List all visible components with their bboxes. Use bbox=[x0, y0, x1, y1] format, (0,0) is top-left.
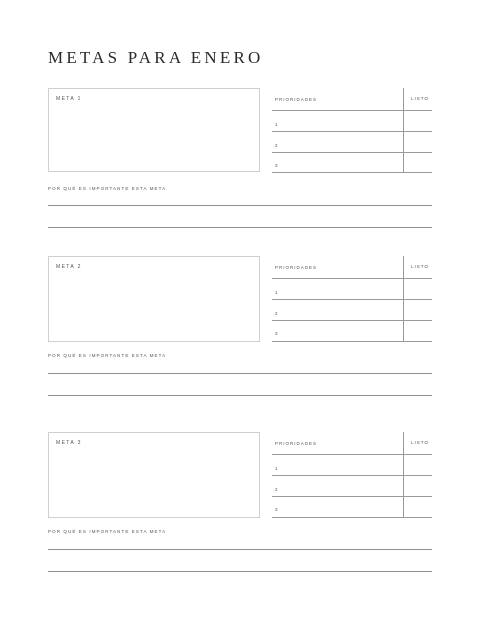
writing-line[interactable] bbox=[48, 549, 432, 550]
priority-number: 1 bbox=[275, 122, 278, 127]
goal-section-2 bbox=[0, 256, 480, 436]
page-title: METAS PARA ENERO bbox=[48, 48, 264, 67]
row-divider bbox=[272, 517, 432, 518]
why-important-label: POR QUÉ ES IMPORTANTE ESTA META bbox=[48, 353, 167, 358]
priorities-header: PRIORIDADES bbox=[275, 97, 318, 102]
goal-text-box[interactable] bbox=[48, 88, 260, 172]
priority-number: 3 bbox=[275, 331, 278, 336]
goal-section-1 bbox=[0, 88, 480, 268]
writing-line[interactable] bbox=[48, 227, 432, 228]
priorities-table bbox=[272, 256, 432, 341]
row-divider bbox=[272, 341, 432, 342]
row-divider bbox=[272, 152, 432, 153]
row-divider bbox=[272, 454, 432, 455]
priority-number: 3 bbox=[275, 163, 278, 168]
priority-number: 1 bbox=[275, 466, 278, 471]
priority-number: 2 bbox=[275, 487, 278, 492]
writing-line[interactable] bbox=[48, 571, 432, 572]
goal-section-3 bbox=[0, 432, 480, 612]
priorities-header: PRIORIDADES bbox=[275, 441, 318, 446]
row-divider bbox=[272, 320, 432, 321]
goal-text-box[interactable] bbox=[48, 432, 260, 518]
priority-number: 2 bbox=[275, 143, 278, 148]
row-divider bbox=[272, 475, 432, 476]
priority-number: 1 bbox=[275, 290, 278, 295]
goal-label: META 3 bbox=[56, 440, 82, 446]
row-divider bbox=[272, 278, 432, 279]
done-header: LISTO bbox=[411, 264, 429, 269]
writing-line[interactable] bbox=[48, 395, 432, 396]
row-divider bbox=[272, 110, 432, 111]
priorities-table bbox=[272, 88, 432, 173]
done-header: LISTO bbox=[411, 440, 429, 445]
goal-label: META 2 bbox=[56, 264, 82, 270]
goal-label: META 1 bbox=[56, 96, 82, 102]
priorities-header: PRIORIDADES bbox=[275, 265, 318, 270]
row-divider bbox=[272, 172, 432, 173]
why-important-label: POR QUÉ ES IMPORTANTE ESTA META bbox=[48, 529, 167, 534]
done-header: LISTO bbox=[411, 96, 429, 101]
row-divider bbox=[272, 299, 432, 300]
why-important-label: POR QUÉ ES IMPORTANTE ESTA META bbox=[48, 186, 167, 191]
writing-line[interactable] bbox=[48, 205, 432, 206]
row-divider bbox=[272, 131, 432, 132]
priority-number: 3 bbox=[275, 507, 278, 512]
row-divider bbox=[272, 496, 432, 497]
priority-number: 2 bbox=[275, 311, 278, 316]
priorities-table bbox=[272, 432, 432, 517]
goal-text-box[interactable] bbox=[48, 256, 260, 342]
writing-line[interactable] bbox=[48, 373, 432, 374]
